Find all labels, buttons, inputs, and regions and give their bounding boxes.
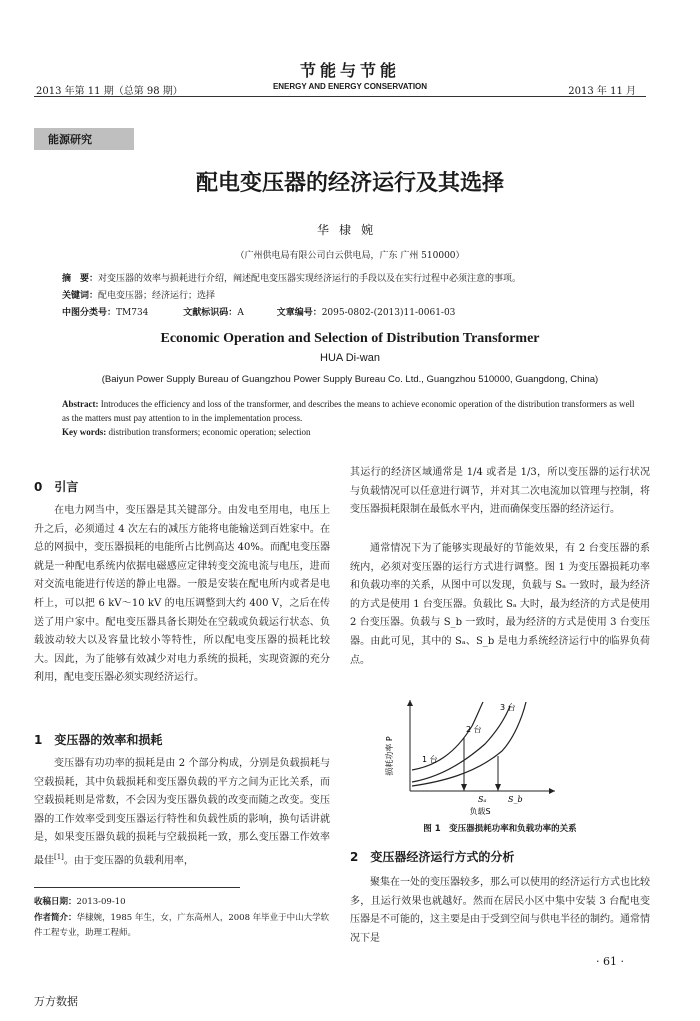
keywords-cn [62,288,215,301]
figure-caption: 图 1 变压器损耗功率和负载功率的关系 [423,824,577,834]
y-axis-arrow [407,700,413,706]
header-rule [34,96,646,97]
page-number: · 61 · [596,955,624,968]
section-label: 能源研究 [48,133,92,146]
received-value: 2013-09-10 [76,897,126,907]
keywords-en [62,427,310,437]
critical-arrow-b [495,784,501,791]
footer-watermark: 万方数据 [34,995,78,1008]
article-no-value: 2095-0802-(2013)11-0061-03 [321,308,456,318]
keywords-en-label: Key words: [62,427,107,437]
efficiency-text-a: 变压器有功功率的损耗是由 2 个部分构成，分别是负载损耗与空载损耗，其中负载损耗和变压器负载的平方之间为正比关系，而空载损耗则是常数，不会因为变压器负载的改变而随之改变。变压器的工作效率受到变压器运行特性和负载性质的影响，换句话讲就是，如果变压器负载的损耗与空载损耗一致，那么变压器工作效率最佳 [34,758,330,867]
curve-2-units [412,706,510,782]
intro-paragraph: 在电力网当中，变压器是其关键部分。由发电至用电，电压上升之后，必须通过 4 次左右的减压方能将电能输送到百姓家中。在总的网损中，变压器损耗的电能所占比例高达 40%。而配电变压器就是一种配电系统内依据电磁感应定律转变交流电流与电压，进而对交流电能进行传送的静止电器。一般是安装在配电所内或者是电杆上，可以把 6 kV～10 kV 的电压调整到大约 400 V，之后在传送了用户家中。配电变压器具备长期处在空载或负载运行状态、负载波动较大以及容量比较小等特性，所以配电变压器的损耗比较大。因此，为了能够有效减少对电力系统的损耗，实现资源的充分利用，配电变压器必须实现经济运行。 [34,505,330,684]
abstract-cn [62,271,521,284]
footnote-rule [34,887,240,888]
abstract-en-text: Introduces the efficiency and loss of the transformer, and describes the means to achieve economic operation of the distribution transformers as well as the matters must pay attention to in the implementation process. [62,399,635,423]
economic-range-paragraph: 其运行的经济区域通常是 1/4 或者是 1/3，所以变压器的运行状况与负载情况可以任意进行调节，并对其二次电流加以管理与控制，将变压器损耗限制在最低水平内，进而确保变压器的经济运行。 [350,467,650,516]
abstract-en-label: Abstract: [62,399,99,409]
bio-label: 作者简介： [34,913,77,923]
y-axis-label: 损耗功率 P [385,736,394,776]
doc-code-value: A [237,308,244,318]
article-no-label: 文章编号： [276,308,322,318]
figure-loss-vs-load [380,696,560,818]
tick-label-sa: Sₐ [478,795,487,804]
abstract-cn-label: 摘 要： [62,274,99,284]
heading-operation-analysis: 2 变压器经济运行方式的分析 [350,850,515,864]
paper-title-cn: 配电变压器的经济运行及其选择 [195,171,504,196]
classification-line [62,305,455,318]
tick-label-sb: S_b [508,795,523,804]
keywords-cn-text: 配电变压器；经济运行；选择 [98,291,216,301]
efficiency-paragraph [34,755,330,871]
journal-title-cn: 节能与节能 [299,61,400,80]
section-badge [34,128,134,150]
citation-ref: [1] [54,852,64,861]
operation-analysis-paragraph: 聚集在一处的变压器较多，那么可以使用的经济运行方式也比较多，且运行效果也就越好。然而在居民小区中集中安装 3 台配电变压器是不可能的，这主要是由于受到空间与供电半径的制约。通常情况下是 [350,877,650,944]
author-cn: 华棣婉 [316,223,383,237]
clc-label: 中图分类号： [62,308,117,318]
curve-label-2: 2 台 [466,725,482,734]
footnote-bio [34,911,334,941]
affiliation-cn: （广州供电局有限公司白云供电局，广东 广州 510000） [235,251,465,261]
issue-info: 2013 年第 11 期（总第 98 期） [36,86,183,97]
curve-label-3: 3 台 [500,703,516,712]
x-axis-label: 负载S [469,807,491,816]
received-label: 收稿日期： [34,897,77,907]
abstract-en [62,397,642,425]
critical-arrow-a [461,784,467,791]
footnote-received [34,895,334,910]
paper-title-en: Economic Operation and Selection of Distribution Transformer [160,331,540,346]
heading-efficiency-loss: 1 变压器的效率和损耗 [34,733,163,747]
journal-title-en: ENERGY AND ENERGY CONSERVATION [272,82,428,91]
keywords-en-text: distribution transformers; economic operation; selection [108,427,311,437]
heading-introduction: 0 引言 [34,480,79,494]
efficiency-text-b: 。由于变压器的负载利用率， [63,855,194,867]
curve-label-1: 1 台 [422,755,438,764]
curve-3-units [412,702,526,786]
issue-date: 2013 年 11 月 [568,86,636,97]
bio-value: 华棣婉，1985 年生，女，广东高州人，2008 年毕业于中山大学软件工程专业，助理工程师。 [34,913,330,938]
doc-code-label: 文献标识码： [183,308,238,318]
affiliation-en: (Baiyun Power Supply Bureau of Guangzhou Power Supply Bureau Co. Ltd., Guangzhou 510000, Guangdong, China) [101,374,599,385]
abstract-cn-text: 对变压器的效率与损耗进行介绍，阐述配电变压器实现经济运行的手段以及在实行过程中必须注意的事项。 [98,274,522,284]
author-en: HUA Di-wan [320,352,380,364]
clc-value: TM734 [116,308,149,318]
keywords-cn-label: 关键词： [62,291,99,301]
operation-mode-paragraph: 通常情况下为了能够实现最好的节能效果，有 2 台变压器的系统内，必须对变压器的运行方式进行调整。图 1 为变压器损耗功率和负载功率的关系，从图中可以发现，负载与 Sₐ 一致时，最为经济的方式是使用 1 台变压器。负载比 Sₐ 大时，最为经济的方式是使用 2 台变压器。负载与 S_b 一致时，最为经济的方式是使用 3 台变压器。由此可见，其中的 Sₐ、S_b 是电力系统经济运行中的临界负荷点。 [350,543,650,666]
x-axis-arrow [549,788,555,794]
